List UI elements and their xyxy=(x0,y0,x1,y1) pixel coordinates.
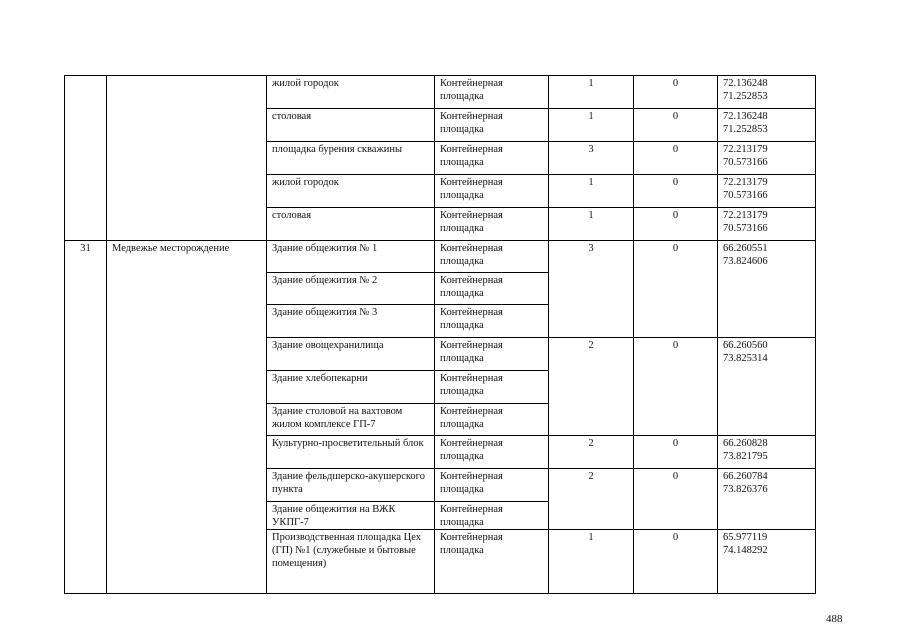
object-cell: столовая xyxy=(267,109,435,142)
object-cell: жилой городок xyxy=(267,175,435,208)
object-cell: Здание общежития на ВЖК УКПГ-7 xyxy=(267,502,435,530)
table-row xyxy=(65,241,816,273)
field-cell: Медвежье месторождение xyxy=(107,241,267,594)
coordinates-cell: 66.260560 73.825314 xyxy=(718,338,816,436)
container-type-cell: Контейнерная площадка xyxy=(435,305,549,338)
container-type-cell: Контейнерная площадка xyxy=(435,469,549,502)
zero-cell: 0 xyxy=(634,109,718,142)
quantity-cell: 2 xyxy=(549,338,634,436)
object-cell: Здание хлебопекарни xyxy=(267,371,435,404)
quantity-cell: 3 xyxy=(549,142,634,175)
quantity-cell: 1 xyxy=(549,530,634,594)
coordinates-cell: 72.213179 70.573166 xyxy=(718,208,816,241)
table-row xyxy=(65,76,816,109)
field-cell xyxy=(107,76,267,241)
quantity-cell: 3 xyxy=(549,241,634,338)
zero-cell: 0 xyxy=(634,175,718,208)
object-cell: Здание фельдшерско-акушерского пункта xyxy=(267,469,435,502)
object-cell: жилой городок xyxy=(267,76,435,109)
quantity-cell: 1 xyxy=(549,76,634,109)
zero-cell: 0 xyxy=(634,241,718,338)
zero-cell: 0 xyxy=(634,469,718,530)
zero-cell: 0 xyxy=(634,142,718,175)
object-cell: Здание столовой на вахтовом жилом комплексе ГП-7 xyxy=(267,404,435,436)
zero-cell: 0 xyxy=(634,76,718,109)
container-type-cell: Контейнерная площадка xyxy=(435,436,549,469)
container-type-cell: Контейнерная площадка xyxy=(435,404,549,436)
row-number-cell: 31 xyxy=(65,241,107,594)
quantity-cell: 1 xyxy=(549,175,634,208)
container-type-cell: Контейнерная площадка xyxy=(435,371,549,404)
quantity-cell: 2 xyxy=(549,469,634,530)
object-cell: площадка бурения скважины xyxy=(267,142,435,175)
zero-cell: 0 xyxy=(634,338,718,436)
coordinates-cell: 66.260828 73.821795 xyxy=(718,436,816,469)
data-table xyxy=(64,75,816,594)
coordinates-cell: 72.136248 71.252853 xyxy=(718,76,816,109)
coordinates-cell: 66.260551 73.824606 xyxy=(718,241,816,338)
coordinates-cell: 65.977119 74.148292 xyxy=(718,530,816,594)
container-type-cell: Контейнерная площадка xyxy=(435,338,549,371)
container-type-cell: Контейнерная площадка xyxy=(435,241,549,273)
container-type-cell: Контейнерная площадка xyxy=(435,142,549,175)
container-type-cell: Контейнерная площадка xyxy=(435,76,549,109)
page-number: 488 xyxy=(826,613,843,625)
object-cell: Здание общежития № 3 xyxy=(267,305,435,338)
coordinates-cell: 72.213179 70.573166 xyxy=(718,175,816,208)
zero-cell: 0 xyxy=(634,530,718,594)
coordinates-cell: 66.260784 73.826376 xyxy=(718,469,816,530)
container-type-cell: Контейнерная площадка xyxy=(435,208,549,241)
object-cell: Здание общежития № 1 xyxy=(267,241,435,273)
quantity-cell: 1 xyxy=(549,208,634,241)
coordinates-cell: 72.136248 71.252853 xyxy=(718,109,816,142)
object-cell: Культурно-просветительный блок xyxy=(267,436,435,469)
zero-cell: 0 xyxy=(634,208,718,241)
object-cell: Здание общежития № 2 xyxy=(267,273,435,305)
object-cell: Здание овощехранилища xyxy=(267,338,435,371)
container-type-cell: Контейнерная площадка xyxy=(435,530,549,594)
container-type-cell: Контейнерная площадка xyxy=(435,109,549,142)
object-cell: столовая xyxy=(267,208,435,241)
container-type-cell: Контейнерная площадка xyxy=(435,273,549,305)
quantity-cell: 1 xyxy=(549,109,634,142)
quantity-cell: 2 xyxy=(549,436,634,469)
row-number-cell xyxy=(65,76,107,241)
zero-cell: 0 xyxy=(634,436,718,469)
container-type-cell: Контейнерная площадка xyxy=(435,502,549,530)
coordinates-cell: 72.213179 70.573166 xyxy=(718,142,816,175)
container-type-cell: Контейнерная площадка xyxy=(435,175,549,208)
object-cell: Производственная площадка Цех (ГП) №1 (служебные и бытовые помещения) xyxy=(267,530,435,594)
